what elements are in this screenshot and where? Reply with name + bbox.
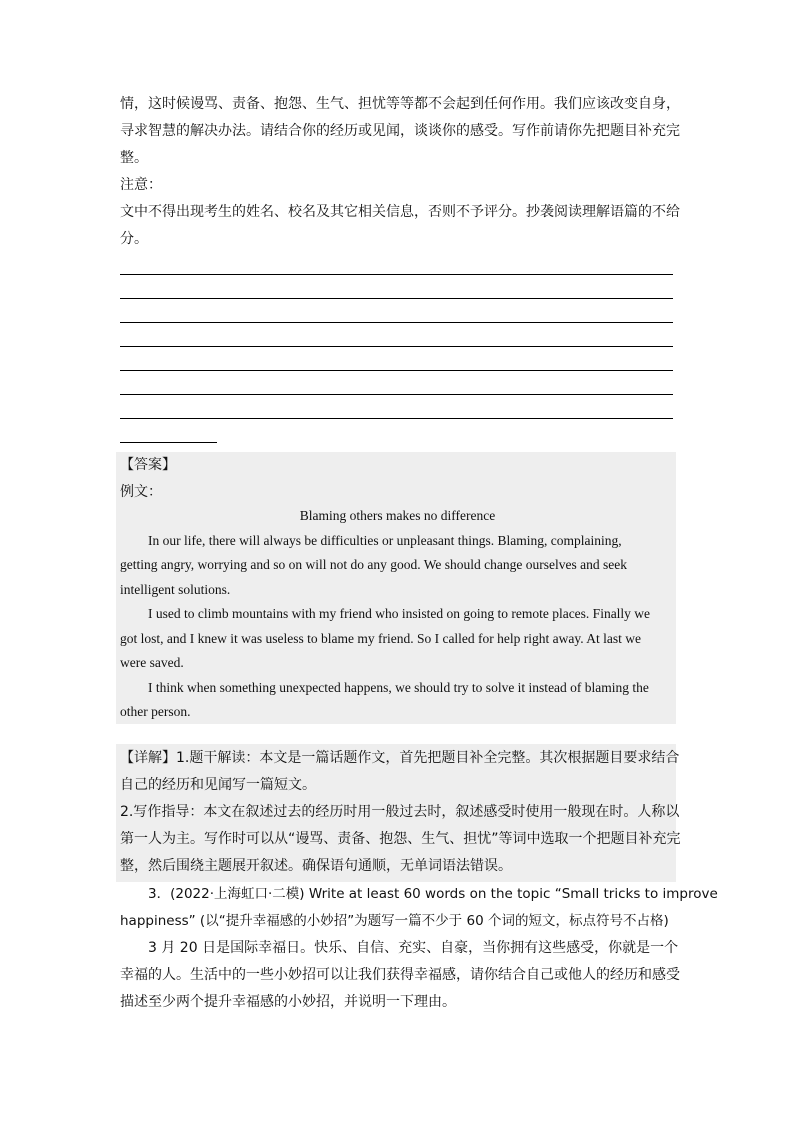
example-label: 例文：	[120, 484, 162, 500]
essay-line: I used to climb mountains with my friend who insisted on going to remote places. Finally we	[148, 606, 651, 621]
question-line: 3．(2022·上海虹口·二模) Write at least 60 words on the topic “Small tricks to improve	[148, 886, 718, 902]
essay-line: intelligent solutions.	[120, 581, 231, 597]
detail-line: 自己的经历和见闻写一篇短文。	[120, 777, 316, 793]
detail-line: 2.写作指导：本文在叙述过去的经历时用一般过去时，叙述感受时使用一般现在时。人称以	[120, 804, 680, 820]
answer-label: 【答案】	[120, 457, 176, 473]
essay-line: other person.	[120, 704, 191, 719]
writing-line	[120, 274, 673, 275]
essay-title: Blaming others makes no difference	[299, 508, 496, 523]
essay-line: I think when something unexpected happens, we should try to solve it instead of blaming the	[148, 679, 649, 695]
intro-paragraph	[120, 91, 680, 253]
detail-line: 【详解】1.题干解读：本文是一篇话题作文，首先把题目补全完整。其次根据题目要求结合	[120, 750, 680, 766]
writing-line	[120, 370, 673, 371]
intro-line: 情，这时候谩骂、责备、抱怨、生气、担忧等等都不会起到任何作用。我们应该改变自身，	[120, 96, 680, 112]
writing-line	[120, 418, 673, 419]
question-line: 幸福的人。生活中的一些小妙招可以让我们获得幸福感，请你结合自己或他人的经历和感受	[120, 967, 680, 983]
detail-section	[120, 745, 681, 880]
question-3	[120, 881, 718, 1016]
writing-line-short	[120, 442, 217, 443]
writing-line	[120, 346, 673, 347]
essay-line: were saved.	[120, 655, 184, 670]
question-line: 描述至少两个提升幸福感的小妙招，并说明一下理由。	[120, 994, 456, 1010]
question-line: happiness” (以“提升幸福感的小妙招”为题写一篇不少于 60 个词的短文，标点符号不占格)	[120, 913, 669, 929]
answer-section	[120, 452, 675, 725]
essay-line: getting angry, worrying and so on will not do any good. We should change ourselves and seek	[120, 557, 627, 572]
notice-line: 分。	[120, 231, 148, 247]
detail-line: 整，然后围绕主题展开叙述。确保语句通顺，无单词语法错误。	[120, 858, 512, 874]
question-line: 3 月 20 日是国际幸福日。快乐、自信、充实、自豪，当你拥有这些感受，你就是一个	[148, 940, 679, 956]
writing-line	[120, 394, 673, 395]
notice-label: 注意：	[120, 177, 162, 193]
detail-line: 第一人为主。写作时可以从“谩骂、责备、抱怨、生气、担忧”等词中选取一个把题目补充完	[120, 831, 681, 847]
notice-line: 文中不得出现考生的姓名、校名及其它相关信息，否则不予评分。抄袭阅读理解语篇的不给	[120, 204, 680, 220]
intro-line: 寻求智慧的解决办法。请结合你的经历或见闻，谈谈你的感受。写作前请你先把题目补充完	[120, 123, 680, 139]
writing-line	[120, 298, 673, 299]
essay-line: got lost, and I knew it was useless to blame my friend. So I called for help right away. At last we	[120, 630, 642, 646]
essay-line: In our life, there will always be difficulties or unpleasant things. Blaming, complaining,	[148, 532, 622, 548]
writing-line	[120, 322, 673, 323]
intro-line: 整。	[120, 150, 148, 166]
